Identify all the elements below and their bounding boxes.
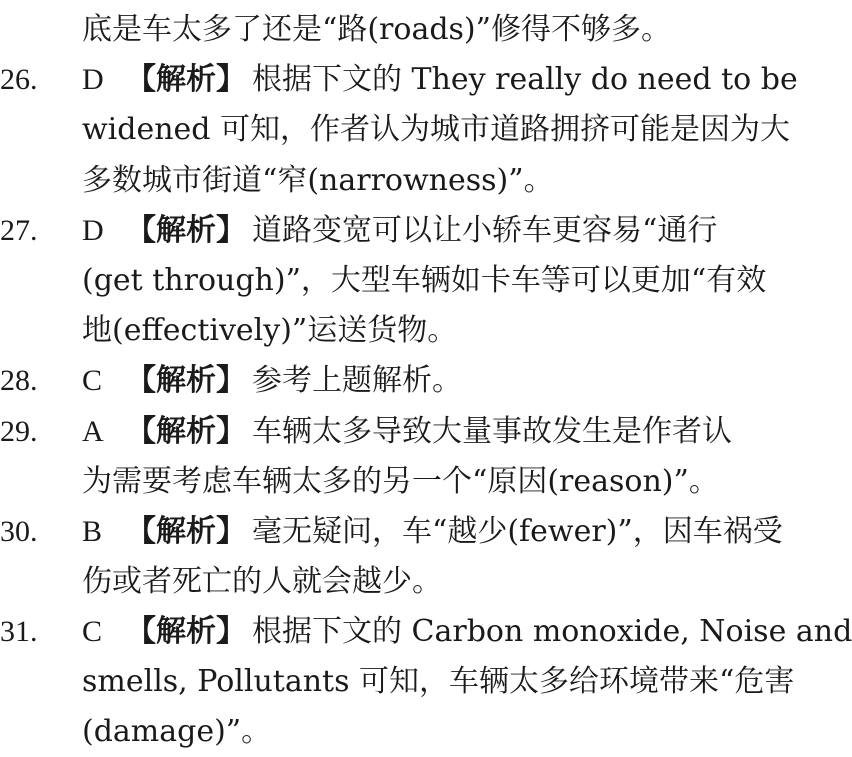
answer-26-line-2: widened 可知，作者认为城市道路拥挤可能是因为大 [82,112,791,147]
analysis-tag: 【解析】 [126,514,246,549]
answer-choice: C [82,364,103,397]
question-number: 26. [0,63,38,96]
answer-26-header [0,60,798,100]
explanation-text: 参考上题解析。 [252,363,462,398]
question-number: 30. [0,515,38,548]
answer-choice: D [82,214,104,247]
answer-choice: D [82,63,104,96]
question-number: 28. [0,364,38,397]
analysis-tag: 【解析】 [126,614,246,649]
answer-31-line-3: (damage)”。 [82,714,272,749]
explanation-text: 毫无疑问，车“越少(fewer)”，因车祸受 [252,514,783,549]
intro-line: 底是车太多了还是“路(roads)”修得不够多。 [82,12,671,47]
answer-28-header [0,361,462,401]
answer-27-line-3: 地(effectively)”运送货物。 [82,313,458,348]
answer-choice: C [82,615,103,648]
explanation-text: 道路变宽可以让小轿车更容易“通行 [252,213,718,248]
answer-29-header [0,412,732,452]
explanation-text: 车辆太多导致大量事故发生是作者认 [252,414,732,449]
answer-27-line-2: (get through)”，大型车辆如卡车等可以更加“有效 [82,263,767,298]
explanation-text: 根据下文的 Carbon monoxide, Noise and [252,614,852,649]
analysis-tag: 【解析】 [126,62,246,97]
question-number: 27. [0,214,38,247]
answer-choice: B [82,515,103,548]
analysis-tag: 【解析】 [126,363,246,398]
answer-29-line-2: 为需要考虑车辆太多的另一个“原因(reason)”。 [82,464,719,499]
explanation-text: 根据下文的 They really do need to be [252,62,798,97]
answer-27-header [0,211,717,251]
answer-31-line-2: smells, Pollutants 可知，车辆太多给环境带来“危害 [82,664,795,699]
question-number: 31. [0,615,38,648]
answer-30-header [0,512,783,552]
answer-30-line-2: 伤或者死亡的人就会越少。 [82,564,442,599]
answer-choice: A [82,415,104,448]
answer-26-line-3: 多数城市街道“窄(narrowness)”。 [82,163,554,198]
analysis-tag: 【解析】 [126,213,246,248]
question-number: 29. [0,415,38,448]
answer-31-header [0,612,852,652]
analysis-tag: 【解析】 [126,414,246,449]
